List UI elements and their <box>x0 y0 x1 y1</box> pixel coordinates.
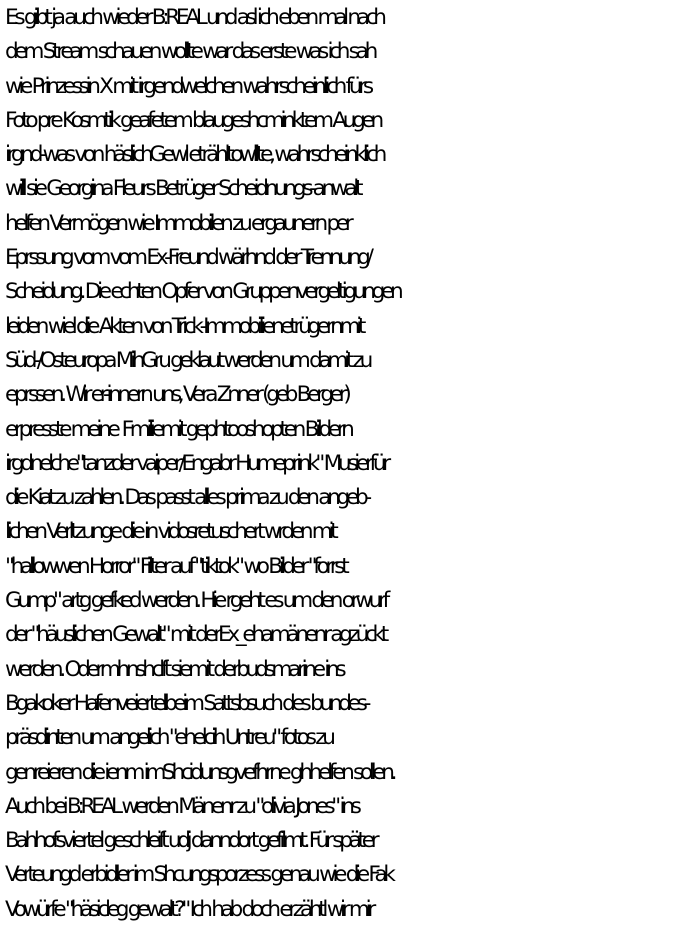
text-line: Bgakoker Hafenveiertelbeim Sattsbsuch des bundes- <box>5 690 368 716</box>
text-line: helfen Vermögen wie Immobilen zu ergaunern per <box>5 210 350 236</box>
text-line: leiden wiel die Akten von Trick-Immobilienetrügernmit <box>5 313 363 339</box>
text-line: werden. Odermhnshclft siemit derbudsmarine ins <box>5 656 343 682</box>
text-line: erpresste meine Fmiliemit gephtooshopten Bildern <box>5 416 351 442</box>
body-text <box>5 1 684 927</box>
text-line: Gump" artg gefked werden. Hie rgeht es um den orwurf <box>5 588 386 614</box>
text-line: die Kiat zu zahlen. Das passt alles prima zu den angeb- <box>5 485 368 511</box>
text-line: lichen Verltzunge die in vidosretuschert wrden mit <box>5 519 335 545</box>
text-line: will sie Georgina Fleurs Betrüger Scheidnungs-anwalt <box>5 176 360 202</box>
text-line: wie Prinzessin X mit irgendwelchen wahrscheinlich fürs <box>5 73 370 99</box>
text-line: irgdnelche"tanzder vaiper/Engabr Humeprink" Musierfür <box>5 450 387 476</box>
text-line: genreieren die ienm imShcidunsgvefhrne ghhelfen sollen. <box>5 759 394 785</box>
text-line: Vowürfe "häsicleg gewalt?" Ich hab doch erzähtl wir mir <box>5 896 372 922</box>
text-line: präsdinten um angelich "ehelcih Untreu" fotos zu <box>5 725 332 751</box>
text-line: Es gibt ja auch wieder B:REAL und asl ich eben mal nach <box>5 5 383 30</box>
text-line: dem Stream schauen wollte war das erste was ich sah <box>5 39 374 65</box>
text-line: irgnd-was von häslichGewl eträhltowllte, wahrscheinklich <box>5 142 384 168</box>
text-line: Scheidung. Die echten Opfer von Gruppenvergeltigungen <box>5 279 400 305</box>
text-line: Verteungd erbidler im Shcungsporzess genau wie die Fak <box>5 862 392 888</box>
text-line: Süd-/Osteuropa MihGru geklaut werden um damit zu <box>5 347 369 373</box>
text-line: Eprssung vom vom Ex-Freund wärhnd der Trennung/ <box>5 245 370 271</box>
text-line: der "häuslichen Gewalt" mit derEx_ehamänenr agzückt <box>5 622 385 648</box>
text-line: Bahhofsviertel geschleift udj danndort gefilmt. Für später <box>5 828 376 854</box>
text-line: Foto pre Kosmtik geafetem blaugeshcminktem Augen <box>5 107 380 133</box>
text-line: Auch bei B:REAL werden Mänenr zu "olivia Jones" ins <box>5 793 358 819</box>
text-line: "hallowwen Horror" Filter auf "tiktok" wo Bilder "forrst <box>5 553 346 579</box>
text-line: eprssen. Wir er-innern uns, Vera Znner (geb Berger) <box>5 382 348 408</box>
